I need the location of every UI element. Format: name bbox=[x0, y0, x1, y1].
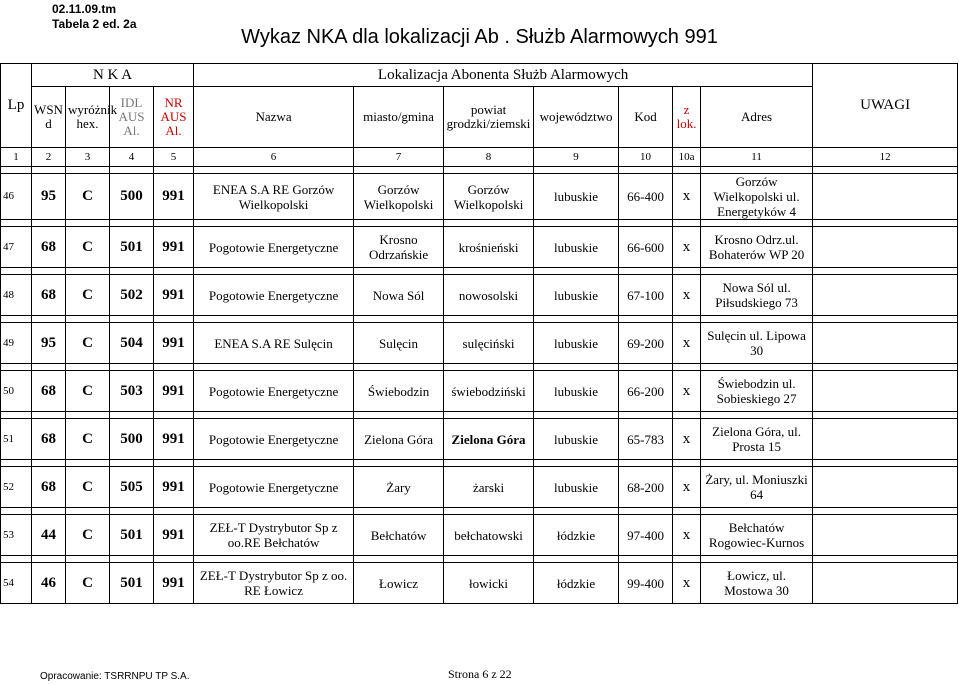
spacer-cell bbox=[813, 268, 958, 275]
spacer-cell bbox=[354, 508, 444, 515]
cell-woj: łódzkie bbox=[534, 515, 619, 556]
cell-uwagi bbox=[813, 371, 958, 412]
spacer-cell bbox=[534, 316, 619, 323]
column-number: 11 bbox=[701, 148, 813, 167]
spacer-cell bbox=[619, 167, 673, 174]
cell-wsn: 95 bbox=[32, 323, 66, 364]
cell-wsn: 68 bbox=[32, 227, 66, 268]
header-row-groups bbox=[1, 64, 958, 87]
cell-lp: 51 bbox=[1, 419, 32, 460]
cell-kod: 97-400 bbox=[619, 515, 673, 556]
spacer-cell bbox=[32, 316, 66, 323]
spacer-cell bbox=[154, 220, 194, 227]
table-row bbox=[1, 419, 958, 460]
table-row bbox=[1, 275, 958, 316]
spacer-cell bbox=[66, 556, 110, 563]
spacer-cell bbox=[154, 316, 194, 323]
cell-miasto: Zielona Góra bbox=[354, 419, 444, 460]
cell-nr: 991 bbox=[154, 515, 194, 556]
column-number: 3 bbox=[66, 148, 110, 167]
spacer-cell bbox=[32, 556, 66, 563]
spacer-cell bbox=[110, 268, 154, 275]
spacer-cell bbox=[619, 508, 673, 515]
spacer-cell bbox=[619, 460, 673, 467]
cell-powiat: bełchatowski bbox=[444, 515, 534, 556]
row-spacer bbox=[1, 556, 958, 563]
spacer-cell bbox=[66, 220, 110, 227]
spacer-cell bbox=[444, 167, 534, 174]
cell-lp: 53 bbox=[1, 515, 32, 556]
spacer-cell bbox=[444, 508, 534, 515]
cell-z: x bbox=[673, 419, 701, 460]
cell-z: x bbox=[673, 174, 701, 220]
column-number: 8 bbox=[444, 148, 534, 167]
spacer-cell bbox=[813, 508, 958, 515]
spacer-cell bbox=[619, 268, 673, 275]
page-title: Wykaz NKA dla lokalizacji Ab . Służb Alarmowych 991 bbox=[241, 26, 718, 48]
spacer-cell bbox=[701, 268, 813, 275]
spacer-cell bbox=[701, 220, 813, 227]
header-row-numbers bbox=[1, 148, 958, 167]
spacer-cell bbox=[813, 460, 958, 467]
spacer-cell bbox=[32, 220, 66, 227]
header-adres: Adres bbox=[701, 87, 813, 148]
cell-nazwa: ENEA S.A RE Gorzów Wielkopolski bbox=[194, 174, 354, 220]
cell-adres: Zielona Góra, ul. Prosta 15 bbox=[701, 419, 813, 460]
cell-nr: 991 bbox=[154, 371, 194, 412]
header-uwagi: UWAGI bbox=[813, 64, 958, 148]
cell-nr: 991 bbox=[154, 419, 194, 460]
cell-nazwa: ENEA S.A RE Sulęcin bbox=[194, 323, 354, 364]
cell-idl: 501 bbox=[110, 515, 154, 556]
spacer-cell bbox=[32, 167, 66, 174]
header-group-location: Lokalizacja Abonenta Służb Alarmowych bbox=[194, 64, 813, 87]
spacer-cell bbox=[701, 364, 813, 371]
column-number: 7 bbox=[354, 148, 444, 167]
cell-powiat: krośnieński bbox=[444, 227, 534, 268]
cell-uwagi bbox=[813, 323, 958, 364]
cell-nr: 991 bbox=[154, 323, 194, 364]
cell-wyr: C bbox=[66, 323, 110, 364]
spacer-cell bbox=[354, 316, 444, 323]
spacer-cell bbox=[1, 556, 32, 563]
row-spacer bbox=[1, 412, 958, 419]
cell-z: x bbox=[673, 467, 701, 508]
spacer-cell bbox=[354, 268, 444, 275]
spacer-cell bbox=[66, 508, 110, 515]
cell-z: x bbox=[673, 323, 701, 364]
row-spacer bbox=[1, 167, 958, 174]
spacer-cell bbox=[194, 220, 354, 227]
spacer-cell bbox=[1, 220, 32, 227]
cell-z: x bbox=[673, 227, 701, 268]
cell-adres: Sulęcin ul. Lipowa 30 bbox=[701, 323, 813, 364]
spacer-cell bbox=[534, 556, 619, 563]
spacer-cell bbox=[194, 508, 354, 515]
spacer-cell bbox=[673, 556, 701, 563]
cell-lp: 54 bbox=[1, 563, 32, 604]
cell-woj: lubuskie bbox=[534, 275, 619, 316]
column-number: 9 bbox=[534, 148, 619, 167]
cell-woj: lubuskie bbox=[534, 419, 619, 460]
spacer-cell bbox=[444, 220, 534, 227]
header-z-lok: z lok. bbox=[673, 87, 701, 148]
spacer-cell bbox=[154, 460, 194, 467]
spacer-cell bbox=[354, 364, 444, 371]
spacer-cell bbox=[701, 412, 813, 419]
cell-nazwa: Pogotowie Energetyczne bbox=[194, 227, 354, 268]
cell-miasto: Nowa Sól bbox=[354, 275, 444, 316]
spacer-cell bbox=[154, 268, 194, 275]
spacer-cell bbox=[813, 167, 958, 174]
spacer-cell bbox=[354, 167, 444, 174]
spacer-cell bbox=[110, 220, 154, 227]
spacer-cell bbox=[1, 316, 32, 323]
spacer-cell bbox=[1, 167, 32, 174]
column-number: 10a bbox=[673, 148, 701, 167]
cell-nazwa: ZEŁ-T Dystrybutor Sp z oo.RE Bełchatów bbox=[194, 515, 354, 556]
spacer-cell bbox=[154, 508, 194, 515]
header-nazwa: Nazwa bbox=[194, 87, 354, 148]
cell-kod: 66-600 bbox=[619, 227, 673, 268]
spacer-cell bbox=[110, 316, 154, 323]
row-spacer bbox=[1, 460, 958, 467]
spacer-cell bbox=[110, 460, 154, 467]
table-body bbox=[1, 167, 958, 604]
cell-woj: lubuskie bbox=[534, 467, 619, 508]
table-edition: Tabela 2 ed. 2a bbox=[52, 17, 137, 31]
cell-uwagi bbox=[813, 227, 958, 268]
cell-woj: lubuskie bbox=[534, 174, 619, 220]
cell-wyr: C bbox=[66, 419, 110, 460]
spacer-cell bbox=[444, 556, 534, 563]
spacer-cell bbox=[619, 556, 673, 563]
spacer-cell bbox=[813, 220, 958, 227]
cell-lp: 49 bbox=[1, 323, 32, 364]
cell-woj: lubuskie bbox=[534, 371, 619, 412]
cell-nr: 991 bbox=[154, 227, 194, 268]
spacer-cell bbox=[1, 268, 32, 275]
spacer-cell bbox=[32, 412, 66, 419]
cell-wyr: C bbox=[66, 467, 110, 508]
spacer-cell bbox=[194, 167, 354, 174]
spacer-cell bbox=[701, 460, 813, 467]
spacer-cell bbox=[701, 556, 813, 563]
cell-uwagi bbox=[813, 563, 958, 604]
cell-lp: 52 bbox=[1, 467, 32, 508]
spacer-cell bbox=[154, 412, 194, 419]
spacer-cell bbox=[813, 556, 958, 563]
spacer-cell bbox=[813, 412, 958, 419]
cell-miasto: Bełchatów bbox=[354, 515, 444, 556]
cell-wsn: 68 bbox=[32, 419, 66, 460]
cell-nazwa: Pogotowie Energetyczne bbox=[194, 467, 354, 508]
cell-adres: Bełchatów Rogowiec-Kurnos bbox=[701, 515, 813, 556]
spacer-cell bbox=[1, 460, 32, 467]
spacer-cell bbox=[444, 364, 534, 371]
spacer-cell bbox=[673, 220, 701, 227]
spacer-cell bbox=[66, 316, 110, 323]
cell-kod: 68-200 bbox=[619, 467, 673, 508]
header-wsn: WSN d bbox=[32, 87, 66, 148]
cell-woj: łódzkie bbox=[534, 563, 619, 604]
spacer-cell bbox=[110, 364, 154, 371]
spacer-cell bbox=[354, 412, 444, 419]
cell-idl: 501 bbox=[110, 227, 154, 268]
cell-idl: 504 bbox=[110, 323, 154, 364]
cell-wsn: 44 bbox=[32, 515, 66, 556]
cell-miasto: Sulęcin bbox=[354, 323, 444, 364]
cell-miasto: Krosno Odrzańskie bbox=[354, 227, 444, 268]
cell-wsn: 68 bbox=[32, 467, 66, 508]
spacer-cell bbox=[534, 268, 619, 275]
cell-adres: Nowa Sól ul. Piłsudskiego 73 bbox=[701, 275, 813, 316]
spacer-cell bbox=[1, 412, 32, 419]
cell-nr: 991 bbox=[154, 467, 194, 508]
header-kod: Kod bbox=[619, 87, 673, 148]
spacer-cell bbox=[444, 268, 534, 275]
table-row bbox=[1, 371, 958, 412]
cell-adres: Świebodzin ul. Sobieskiego 27 bbox=[701, 371, 813, 412]
footer-prepared: Opracowanie: TSRRNPU TP S.A. bbox=[40, 671, 190, 682]
table-row bbox=[1, 227, 958, 268]
cell-kod: 65-783 bbox=[619, 419, 673, 460]
spacer-cell bbox=[154, 556, 194, 563]
header-wyroznik: wyróżnik hex. bbox=[66, 87, 110, 148]
spacer-cell bbox=[194, 556, 354, 563]
cell-powiat: nowosolski bbox=[444, 275, 534, 316]
row-spacer bbox=[1, 316, 958, 323]
cell-wyr: C bbox=[66, 275, 110, 316]
spacer-cell bbox=[154, 364, 194, 371]
spacer-cell bbox=[813, 316, 958, 323]
cell-nr: 991 bbox=[154, 563, 194, 604]
header-powiat: powiat grodzki/ziemski bbox=[444, 87, 534, 148]
cell-miasto: Świebodzin bbox=[354, 371, 444, 412]
spacer-cell bbox=[354, 556, 444, 563]
cell-uwagi bbox=[813, 467, 958, 508]
cell-miasto: Gorzów Wielkopolski bbox=[354, 174, 444, 220]
cell-lp: 46 bbox=[1, 174, 32, 220]
cell-wsn: 95 bbox=[32, 174, 66, 220]
spacer-cell bbox=[673, 167, 701, 174]
cell-z: x bbox=[673, 275, 701, 316]
column-number: 6 bbox=[194, 148, 354, 167]
cell-powiat: łowicki bbox=[444, 563, 534, 604]
header-group-nka: N K A bbox=[32, 64, 194, 87]
spacer-cell bbox=[1, 508, 32, 515]
cell-uwagi bbox=[813, 275, 958, 316]
cell-woj: lubuskie bbox=[534, 323, 619, 364]
header-miasto: miasto/gmina bbox=[354, 87, 444, 148]
header-lp: Lp bbox=[1, 64, 32, 148]
spacer-cell bbox=[194, 268, 354, 275]
spacer-cell bbox=[673, 508, 701, 515]
row-spacer bbox=[1, 508, 958, 515]
cell-uwagi bbox=[813, 419, 958, 460]
spacer-cell bbox=[66, 268, 110, 275]
spacer-cell bbox=[534, 508, 619, 515]
column-number: 10 bbox=[619, 148, 673, 167]
cell-miasto: Żary bbox=[354, 467, 444, 508]
cell-lp: 50 bbox=[1, 371, 32, 412]
spacer-cell bbox=[701, 508, 813, 515]
cell-z: x bbox=[673, 515, 701, 556]
cell-lp: 48 bbox=[1, 275, 32, 316]
cell-nazwa: Pogotowie Energetyczne bbox=[194, 419, 354, 460]
cell-powiat: świebodziński bbox=[444, 371, 534, 412]
cell-wyr: C bbox=[66, 515, 110, 556]
cell-wyr: C bbox=[66, 371, 110, 412]
cell-wsn: 46 bbox=[32, 563, 66, 604]
nka-table bbox=[0, 63, 958, 604]
spacer-cell bbox=[110, 508, 154, 515]
spacer-cell bbox=[701, 316, 813, 323]
spacer-cell bbox=[66, 412, 110, 419]
cell-adres: Gorzów Wielkopolski ul. Energetyków 4 bbox=[701, 174, 813, 220]
cell-kod: 69-200 bbox=[619, 323, 673, 364]
cell-powiat: Zielona Góra bbox=[444, 419, 534, 460]
column-number: 12 bbox=[813, 148, 958, 167]
cell-powiat: żarski bbox=[444, 467, 534, 508]
column-number: 5 bbox=[154, 148, 194, 167]
spacer-cell bbox=[1, 364, 32, 371]
cell-idl: 500 bbox=[110, 174, 154, 220]
column-number: 4 bbox=[110, 148, 154, 167]
cell-wyr: C bbox=[66, 563, 110, 604]
spacer-cell bbox=[534, 220, 619, 227]
spacer-cell bbox=[32, 364, 66, 371]
cell-adres: Łowicz, ul. Mostowa 30 bbox=[701, 563, 813, 604]
spacer-cell bbox=[354, 460, 444, 467]
spacer-cell bbox=[444, 460, 534, 467]
cell-miasto: Łowicz bbox=[354, 563, 444, 604]
cell-woj: lubuskie bbox=[534, 227, 619, 268]
doc-code: 02.11.09.tm bbox=[52, 2, 117, 16]
spacer-cell bbox=[194, 412, 354, 419]
cell-nr: 991 bbox=[154, 174, 194, 220]
cell-idl: 501 bbox=[110, 563, 154, 604]
spacer-cell bbox=[32, 508, 66, 515]
spacer-cell bbox=[813, 364, 958, 371]
table-row bbox=[1, 563, 958, 604]
cell-adres: Żary, ul. Moniuszki 64 bbox=[701, 467, 813, 508]
spacer-cell bbox=[444, 316, 534, 323]
spacer-cell bbox=[673, 316, 701, 323]
cell-powiat: sulęciński bbox=[444, 323, 534, 364]
cell-uwagi bbox=[813, 174, 958, 220]
spacer-cell bbox=[673, 460, 701, 467]
table-row bbox=[1, 323, 958, 364]
spacer-cell bbox=[619, 364, 673, 371]
spacer-cell bbox=[534, 460, 619, 467]
cell-z: x bbox=[673, 563, 701, 604]
cell-nazwa: Pogotowie Energetyczne bbox=[194, 275, 354, 316]
spacer-cell bbox=[194, 460, 354, 467]
header-nr: NR AUS Al. bbox=[154, 87, 194, 148]
column-number: 1 bbox=[1, 148, 32, 167]
spacer-cell bbox=[673, 364, 701, 371]
cell-nazwa: ZEŁ-T Dystrybutor Sp z oo. RE Łowicz bbox=[194, 563, 354, 604]
cell-kod: 67-100 bbox=[619, 275, 673, 316]
spacer-cell bbox=[619, 316, 673, 323]
spacer-cell bbox=[110, 167, 154, 174]
spacer-cell bbox=[701, 167, 813, 174]
cell-kod: 66-200 bbox=[619, 371, 673, 412]
cell-wyr: C bbox=[66, 227, 110, 268]
spacer-cell bbox=[673, 412, 701, 419]
cell-nr: 991 bbox=[154, 275, 194, 316]
spacer-cell bbox=[66, 167, 110, 174]
cell-powiat: Gorzów Wielkopolski bbox=[444, 174, 534, 220]
spacer-cell bbox=[534, 167, 619, 174]
spacer-cell bbox=[110, 412, 154, 419]
spacer-cell bbox=[194, 316, 354, 323]
spacer-cell bbox=[32, 460, 66, 467]
spacer-cell bbox=[354, 220, 444, 227]
spacer-cell bbox=[154, 167, 194, 174]
spacer-cell bbox=[534, 412, 619, 419]
spacer-cell bbox=[66, 460, 110, 467]
cell-adres: Krosno Odrz.ul. Bohaterów WP 20 bbox=[701, 227, 813, 268]
spacer-cell bbox=[194, 364, 354, 371]
cell-wsn: 68 bbox=[32, 371, 66, 412]
spacer-cell bbox=[619, 220, 673, 227]
cell-nazwa: Pogotowie Energetyczne bbox=[194, 371, 354, 412]
spacer-cell bbox=[66, 364, 110, 371]
spacer-cell bbox=[110, 556, 154, 563]
row-spacer bbox=[1, 268, 958, 275]
table-row bbox=[1, 174, 958, 220]
spacer-cell bbox=[619, 412, 673, 419]
header-idl: IDL AUS Al. bbox=[110, 87, 154, 148]
spacer-cell bbox=[32, 268, 66, 275]
footer-page-number: Strona 6 z 22 bbox=[448, 667, 512, 681]
cell-kod: 66-400 bbox=[619, 174, 673, 220]
spacer-cell bbox=[534, 364, 619, 371]
cell-idl: 502 bbox=[110, 275, 154, 316]
cell-idl: 503 bbox=[110, 371, 154, 412]
column-number: 2 bbox=[32, 148, 66, 167]
cell-lp: 47 bbox=[1, 227, 32, 268]
cell-kod: 99-400 bbox=[619, 563, 673, 604]
cell-uwagi bbox=[813, 515, 958, 556]
cell-wyr: C bbox=[66, 174, 110, 220]
cell-idl: 505 bbox=[110, 467, 154, 508]
spacer-cell bbox=[673, 268, 701, 275]
spacer-cell bbox=[444, 412, 534, 419]
row-spacer bbox=[1, 220, 958, 227]
cell-z: x bbox=[673, 371, 701, 412]
row-spacer bbox=[1, 364, 958, 371]
header-wojewodztwo: województwo bbox=[534, 87, 619, 148]
cell-wsn: 68 bbox=[32, 275, 66, 316]
cell-idl: 500 bbox=[110, 419, 154, 460]
table-row bbox=[1, 467, 958, 508]
table-row bbox=[1, 515, 958, 556]
